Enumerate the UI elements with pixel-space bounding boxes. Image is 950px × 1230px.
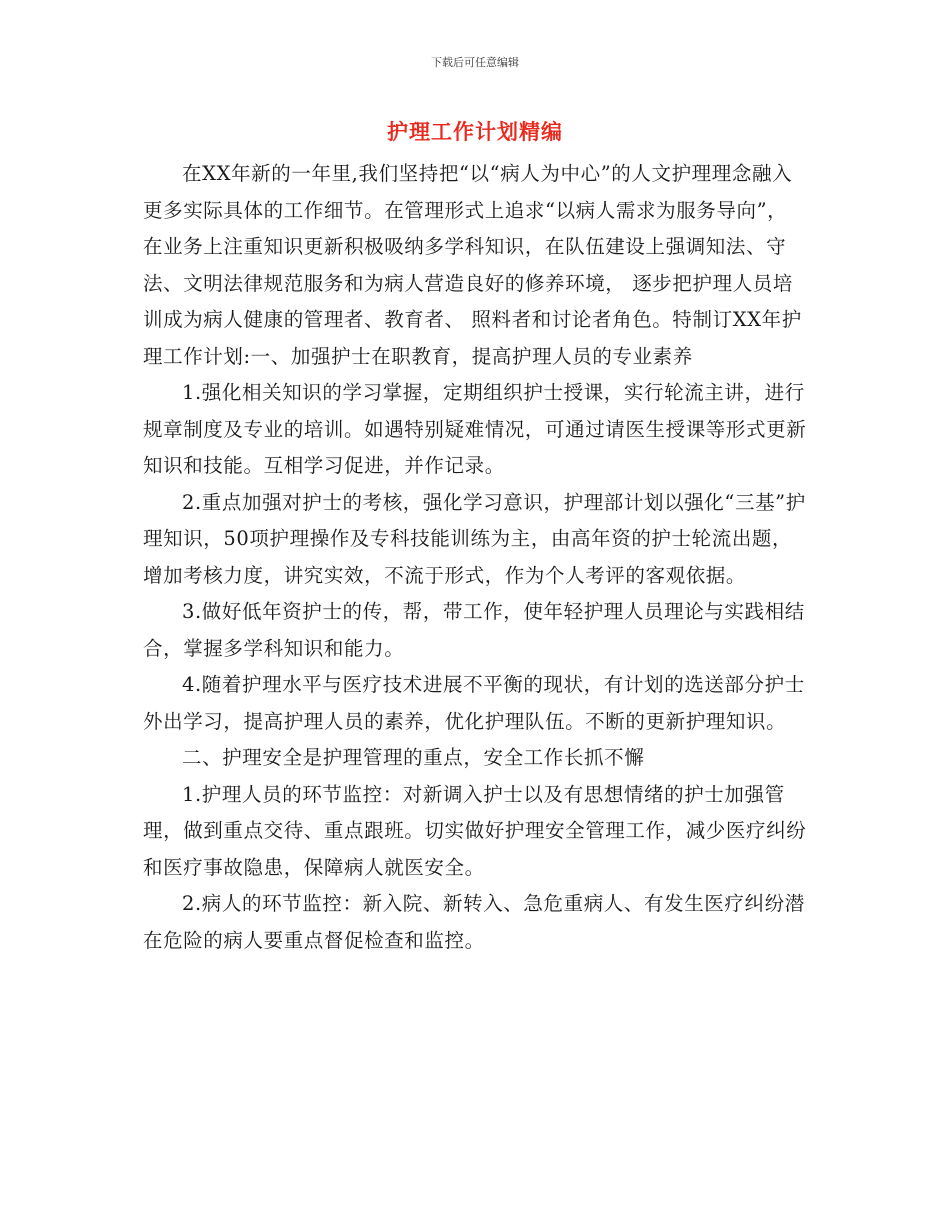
paragraph-intro: 在XX年新的一年里,我们坚持把“以“病人为中心”的人文护理理念融入更多实际具体的工作细节。在管理形式上追求“以病人需求为服务导向”， 在业务上注重知识更新积极吸纳多学科知识，在队伍建设上强调知法、守法、文明法律规范服务和为病人营造良好的修养环境， 逐步把护理人员培训成为病人健康的管理者、教育者、 照料者和讨论者角色。特制订XX年护理工作计划:一、加强护士在职教育，提高护理人员的专业素养 — [143, 162, 802, 368]
paragraph-safety-1: 1.护理人员的环节监控：对新调入护士以及有思想情绪的护士加强管理，做到重点交待、重点跟班。切实做好护理安全管理工作，减少医疗纠纷和医疗事故隐患，保障病人就医安全。 — [143, 782, 807, 879]
header-note: 下载后可任意编辑 — [431, 56, 519, 69]
paragraph-safety-2: 2.病人的环节监控：新入院、新转入、急危重病人、有发生医疗纠纷潜在危险的病人要重点督促检查和监控。 — [143, 892, 805, 952]
paragraph-item-1: 1.强化相关知识的学习掌握，定期组织护士授课，实行轮流主讲，进行规章制度及专业的培训。如遇特别疑难情况，可通过请医生授课等形式更新知识和技能。互相学习促进，并作记录。 — [143, 381, 807, 477]
document-body — [143, 156, 808, 959]
paragraph-item-4: 4.随着护理水平与医疗技术进展不平衡的现状，有计划的选送部分护士外出学习，提高护理人员的素养，优化护理队伍。不断的更新护理知识。 — [143, 673, 805, 733]
document-title: 护理工作计划精编 — [387, 119, 563, 144]
paragraph-item-3: 3.做好低年资护士的传，帮，带工作，使年轻护理人员理论与实践相结合，掌握多学科知识和能力。 — [143, 600, 805, 660]
section-heading-safety: 二、护理安全是护理管理的重点，安全工作长抓不懈 — [182, 746, 645, 769]
paragraph-item-2: 2.重点加强对护士的考核，强化学习意识，护理部计划以强化“三基”护理知识，50项护理操作及专科技能训练为主，由高年资的护士轮流出题，增加考核力度，讲究实效，不流于形式，作为个人考评的客观依据。 — [143, 490, 806, 587]
